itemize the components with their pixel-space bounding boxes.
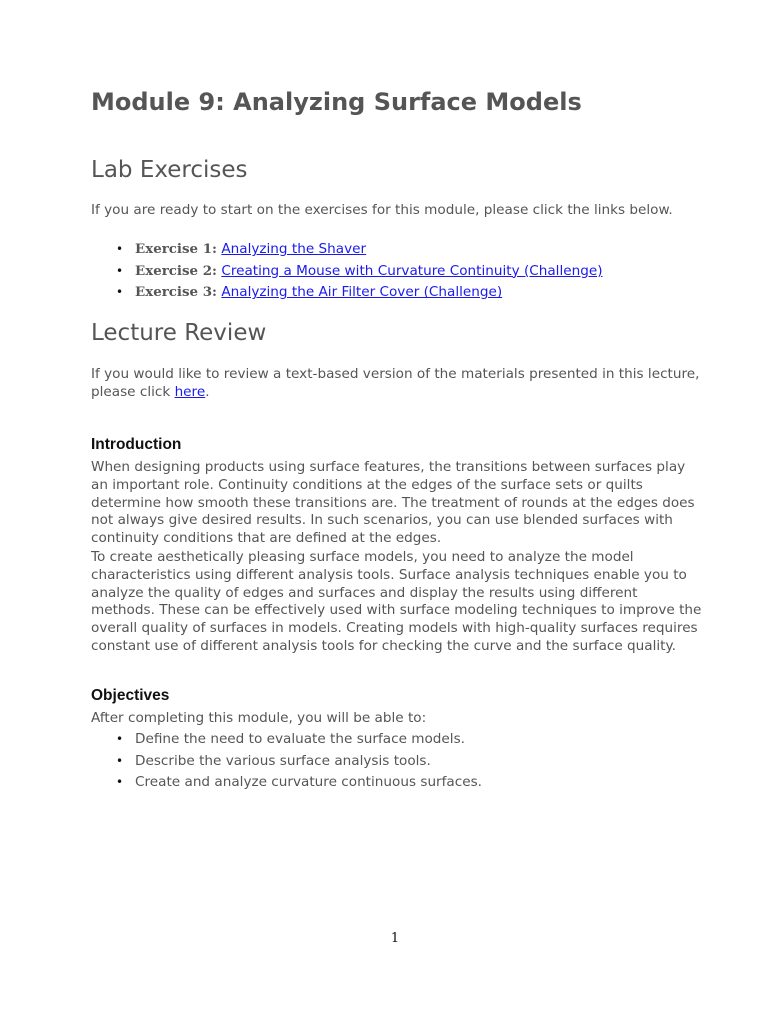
- exercise-item: [91, 239, 711, 261]
- bullet-icon: •: [116, 732, 124, 746]
- lab-exercises-heading: Lab Exercises: [91, 157, 248, 183]
- exercise-2-link[interactable]: Creating a Mouse with Curvature Continuity (Challenge): [221, 262, 603, 279]
- objective-item: [91, 772, 711, 794]
- bullet-icon: •: [116, 753, 124, 768]
- exercise-label: Exercise 1:: [135, 241, 217, 257]
- exercise-1-link[interactable]: Analyzing the Shaver: [221, 241, 367, 257]
- exercise-3-link[interactable]: Analyzing the Air Filter Cover (Challenge): [221, 284, 503, 301]
- exercise-label: Exercise 2:: [135, 262, 217, 279]
- lecture-review-text: [91, 366, 703, 402]
- introduction-paragraph-1: When designing products using surface features, the transitions between surfaces play an important role. Continuity conditions at the edges of the surface sets or quilts determine how smooth these transitions are. The treatment of rounds at the edges does not always give desired results. In such scenarios, you can use blended surfaces with continuity conditions that are defined at the edges.: [91, 459, 695, 547]
- page-number: 1: [390, 931, 400, 946]
- exercise-item: [91, 261, 711, 283]
- lecture-review-text-before: If you would like to review a text-based version of the materials presented in this lecture, please click: [91, 366, 700, 400]
- objectives-intro: After completing this module, you will be able to:: [91, 710, 427, 726]
- bullet-icon: •: [116, 263, 124, 278]
- module-title: Module 9: Analyzing Surface Models: [91, 88, 582, 116]
- lecture-review-heading: Lecture Review: [91, 320, 267, 346]
- objectives-heading: Objectives: [91, 687, 170, 704]
- objective-item: [91, 729, 711, 751]
- introduction-heading: Introduction: [91, 436, 182, 453]
- objective-text: Create and analyze curvature continuous surfaces.: [135, 774, 482, 791]
- exercise-item: [91, 282, 711, 304]
- bullet-icon: •: [116, 775, 124, 790]
- lecture-review-link[interactable]: here: [174, 383, 206, 400]
- objectives-list: [91, 729, 711, 794]
- exercise-label: Exercise 3:: [135, 284, 217, 301]
- objective-item: [91, 751, 711, 773]
- exercise-list: [91, 239, 711, 304]
- lecture-review-text-after: .: [205, 383, 210, 400]
- objective-text: Describe the various surface analysis tools.: [135, 752, 431, 769]
- bullet-icon: •: [116, 285, 124, 300]
- objective-text: Define the need to evaluate the surface models.: [135, 731, 465, 747]
- introduction-paragraph-2: To create aesthetically pleasing surface models, you need to analyze the model characteristics using different analysis tools. Surface analysis techniques enable you to analyze the quality of edges and surfaces and display the results using different methods. These can be effectively used with surface modeling techniques to improve the overall quality of surfaces in models. Creating models with high-quality surfaces requires constant use of different analysis tools for checking the curve and the surface quality.: [91, 549, 702, 654]
- bullet-icon: •: [116, 242, 124, 256]
- lab-exercises-intro: If you are ready to start on the exercises for this module, please click the links below.: [91, 202, 673, 218]
